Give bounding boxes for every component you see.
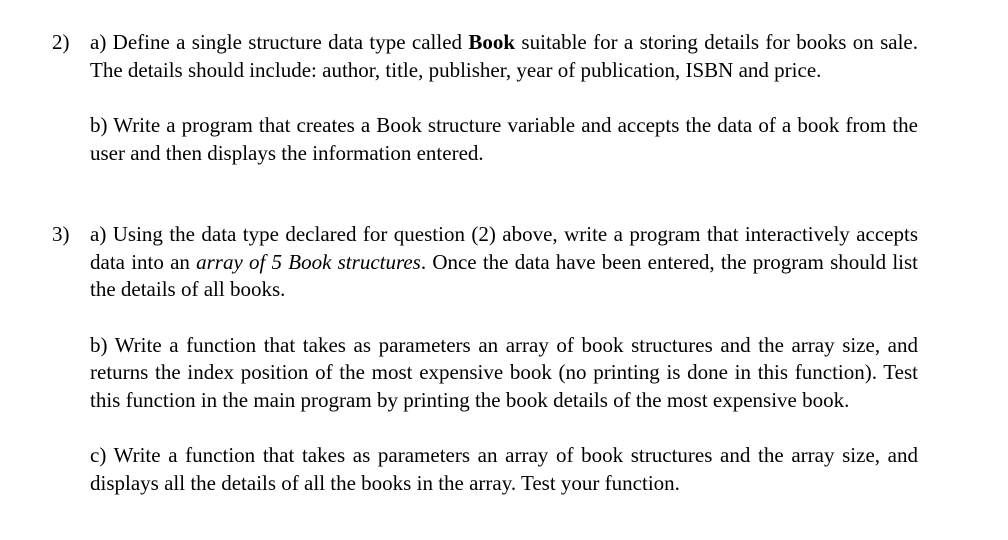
question-2 <box>52 29 918 167</box>
question-2a-suffix: suitable for a storing details for books on sale. The details should include: author, title, publisher, year of publication, ISBN and price. <box>90 30 918 82</box>
question-2b: b) Write a program that creates a Book structure variable and accepts the data of a book from the user and then displays the information entered. <box>90 113 918 165</box>
question-3a <box>90 221 918 304</box>
question-3a-prefix: a) Using the data type declared for question (2) above, write a program that interactively accepts data into an <box>90 222 918 274</box>
question-3a-suffix: . Once the data have been entered, the program should list the details of all books. <box>90 249 919 301</box>
question-3-number: 3) <box>52 222 70 246</box>
question-2a <box>90 29 918 84</box>
question-3a-italic-term: array of 5 Book structures <box>196 249 421 274</box>
question-2a-prefix: a) Define a single structure data type called <box>90 30 469 54</box>
question-2-number: 2) <box>52 30 70 54</box>
question-3b: b) Write a function that takes as parameters an array of book structures and the array size, and returns the index position of the most expensive book (no printing is done in this function). Test this function in the main program by printing the book details of the most expensive book. <box>90 332 918 412</box>
question-2a-bold-term: Book <box>468 30 516 54</box>
question-3 <box>52 221 918 497</box>
question-3c: c) Write a function that takes as parameters an array of book structures and the array size, and displays all the details of all the books in the array. Test your function. <box>90 443 918 495</box>
